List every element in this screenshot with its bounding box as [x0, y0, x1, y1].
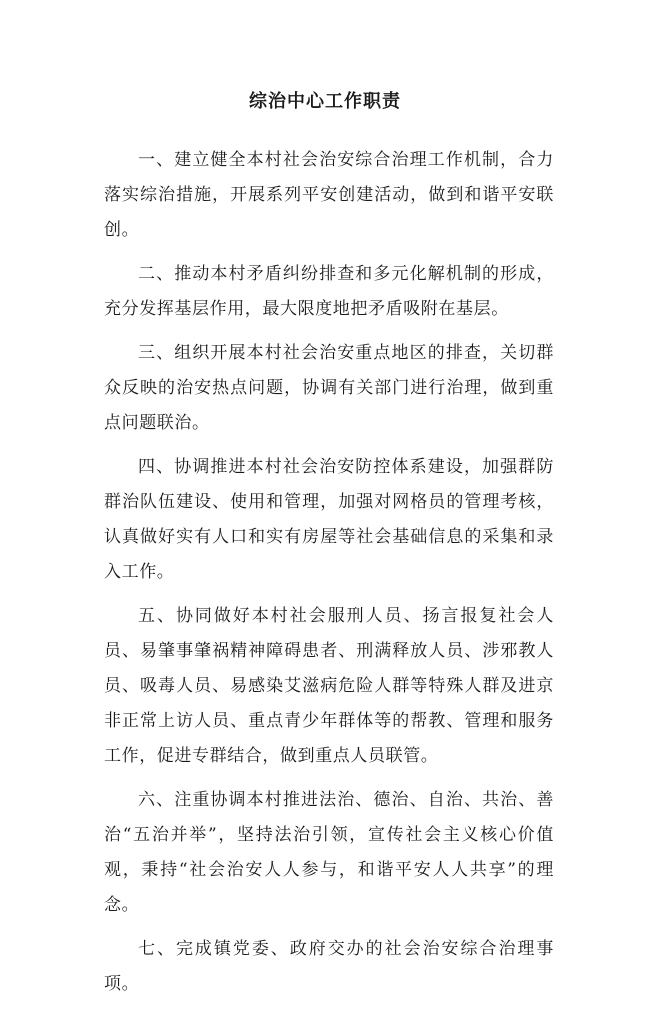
paragraph-1: 一、建立健全本村社会治安综合治理工作机制，合力落实综治措施，开展系列平安创建活动，做到和谐平安联创。 — [104, 150, 554, 240]
paragraph-3: 三、组织开展本村社会治安重点地区的排查，关切群众反映的治安热点问题，协调有关部门进行治理，做到重点问题联治。 — [104, 343, 554, 433]
paragraph-2: 二、推动本村矛盾纠纷排查和多元化解机制的形成，充分发挥基层作用，最大限度地把矛盾吸附在基层。 — [104, 264, 554, 319]
paragraph-7: 七、完成镇党委、政府交办的社会治安综合治理事项。 — [104, 939, 554, 994]
page-title: 综治中心工作职责 — [249, 91, 401, 112]
paragraph-5: 五、协同做好本村社会服刑人员、扬言报复社会人员、易肇事肇祸精神障碍患者、刑满释放人员、涉邪教人员、吸毒人员、易感染艾滋病危险人群等特殊人群及进京非正常上访人员、重点青少年群体等的帮教、管理和服务工作，促进专群结合，做到重点人员联管。 — [104, 606, 554, 766]
paragraph-6: 六、注重协调本村推进法治、德治、自治、共治、善治“五治并举”，坚持法治引领，宣传社会主义核心价值观，秉持“社会治安人人参与，和谐平安人人共享”的理念。 — [104, 790, 554, 915]
paragraph-4: 四、协调推进本村社会治安防控体系建设，加强群防群治队伍建设、使用和管理，加强对网格员的管理考核，认真做好实有人口和实有房屋等社会基础信息的采集和录入工作。 — [104, 457, 554, 582]
document-body — [104, 143, 554, 1011]
